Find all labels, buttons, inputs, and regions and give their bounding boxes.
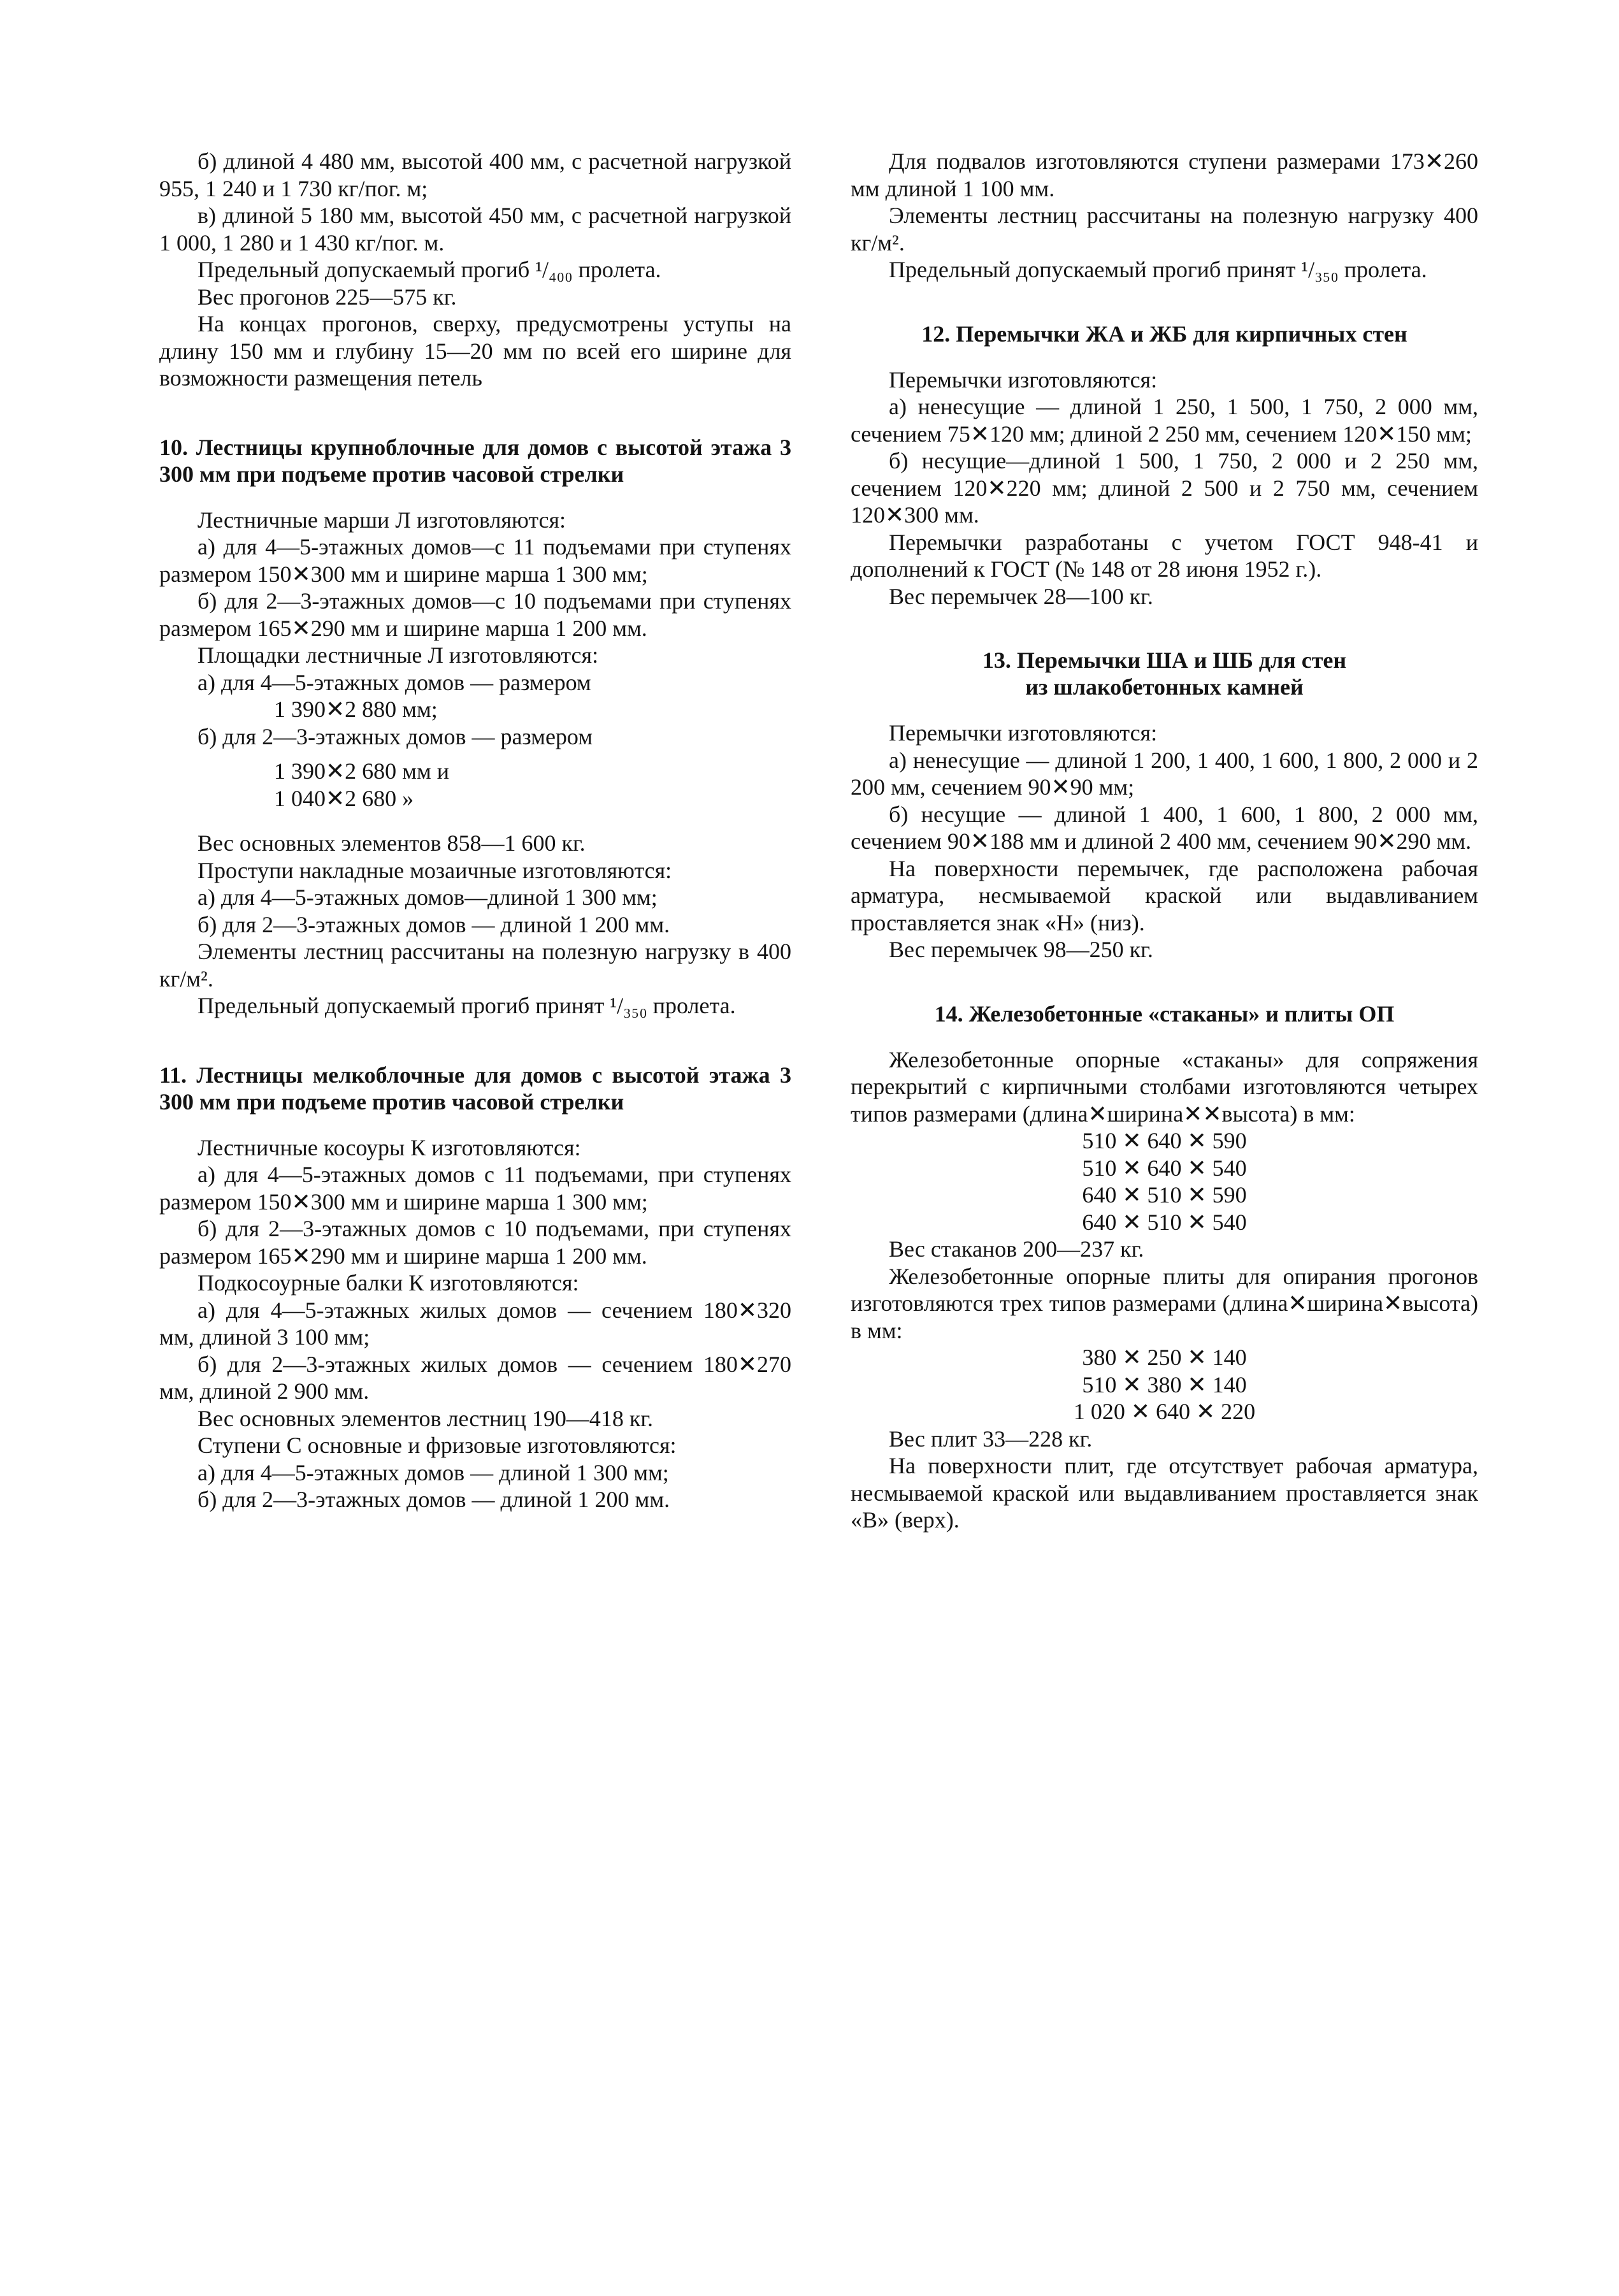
section-11-p6: б) для 2—3-этажных жилых домов — сечением 180✕270 мм, длиной 2 900 мм.: [159, 1351, 791, 1404]
left-intro-weight: Вес прогонов 225—575 кг.: [198, 284, 457, 310]
section-10-p9: а) для 4—5-этажных домов—длиной 1 300 мм;: [198, 884, 658, 910]
section-12-p2: а) ненесущие — длиной 1 250, 1 500, 1 750, 2 000 мм, сечением 75✕120 мм; длиной 2 250 мм, сечением 120✕150 мм;: [851, 394, 1478, 447]
section-11-p1: Лестничные косоуры К изготовляются:: [198, 1134, 581, 1160]
right-intro-basement: Для подвалов изготовляются ступени размерами 173✕260 мм длиной 1 100 мм.: [851, 148, 1478, 201]
section-11-p2: а) для 4—5-этажных домов с 11 подъемами, при ступенях размером 150✕300 мм и ширине марша 1 300 мм;: [159, 1162, 791, 1215]
left-intro-v: в) длиной 5 180 мм, высотой 450 мм, с расчетной нагрузкой 1 000, 1 280 и 1 430 кг/пог. м.: [159, 203, 791, 256]
section-10-p5b: 1 390✕2 880 мм;: [274, 697, 438, 722]
section-10-p6a: б) для 2—3-этажных домов — размером: [198, 723, 593, 749]
section-11-heading: 11. Лестницы мелкоблочные для домов с высотой этажа 3 300 мм при подъеме против часовой стрелки: [159, 1062, 791, 1115]
section-14-p4: Вес плит 33—228 кг.: [889, 1426, 1093, 1452]
stakany-dimension-1: 510 ✕ 640 ✕ 590: [1082, 1128, 1247, 1153]
section-11-p9: а) для 4—5-этажных домов — длиной 1 300 мм;: [198, 1459, 669, 1485]
section-10-p5a: а) для 4—5-этажных домов — размером: [198, 669, 591, 695]
section-10-p6b: 1 390✕2 680 мм и: [274, 758, 449, 784]
left-intro-deflection: Предельный допускаемый прогиб ¹/₄₀₀ пролета.: [198, 257, 661, 282]
section-10-p8: Проступи накладные мозаичные изготовляются:: [198, 857, 672, 883]
section-12-heading: 12. Перемычки ЖА и ЖБ для кирпичных стен: [921, 321, 1407, 347]
section-14-p5: На поверхности плит, где отсутствует рабочая арматура, несмываемой краской или выдавливанием проставляется знак «В» (верх).: [851, 1453, 1478, 1533]
section-12-p4: Перемычки разработаны с учетом ГОСТ 948-41 и дополнений к ГОСТ (№ 148 от 28 июня 1952 г.).: [851, 529, 1478, 582]
section-10-p12: Предельный допускаемый прогиб принят ¹/₃₅₀ пролета.: [198, 993, 736, 1018]
section-13-p1: Перемычки изготовляются:: [889, 720, 1158, 746]
section-13-heading-line1: 13. Перемычки ША и ШБ для стен: [982, 647, 1347, 673]
section-14-p3: Железобетонные опорные плиты для опирания прогонов изготовляются трех типов размерами (длина✕ширина✕высота) в мм:: [851, 1263, 1478, 1343]
section-13-p5: Вес перемычек 98—250 кг.: [889, 937, 1153, 962]
section-10-p11: Элементы лестниц рассчитаны на полезную нагрузку в 400 кг/м².: [159, 939, 791, 992]
right-intro-deflection: Предельный допускаемый прогиб принят ¹/₃₅₀ пролета.: [889, 257, 1427, 282]
section-14-heading: 14. Железобетонные «стаканы» и плиты ОП: [934, 1000, 1395, 1027]
right-intro-load: Элементы лестниц рассчитаны на полезную нагрузку 400 кг/м².: [851, 203, 1478, 256]
section-10-heading: 10. Лестницы крупноблочные для домов с высотой этажа 3 300 мм при подъеме против часовой стрелки: [159, 434, 791, 487]
section-11-p8: Ступени С основные и фризовые изготовляются:: [198, 1433, 677, 1458]
section-11-p10: б) для 2—3-этажных домов — длиной 1 200 мм.: [198, 1487, 670, 1512]
section-13-heading-line2: из шлакобетонных камней: [1025, 674, 1304, 700]
right-column: [851, 148, 1478, 1534]
section-12-p3: б) несущие—длиной 1 500, 1 750, 2 000 и 2 250 мм, сечением 120✕220 мм; длиной 2 500 и 2 750 мм, сечением 120✕300 мм.: [851, 448, 1478, 528]
section-11-p7: Вес основных элементов лестниц 190—418 кг.: [198, 1405, 654, 1431]
section-13-p3: б) несущие — длиной 1 400, 1 600, 1 800, 2 000 мм, сечением 90✕188 мм и длиной 2 400 мм, сечением 90✕290 мм.: [851, 801, 1478, 854]
stakany-dimensions-list: [851, 1127, 1478, 1236]
left-intro-b: б) длиной 4 480 мм, высотой 400 мм, с расчетной нагрузкой 955, 1 240 и 1 730 кг/пог. м;: [159, 148, 791, 201]
section-10-p3: б) для 2—3-этажных домов—с 10 подъемами при ступенях размером 165✕290 мм и ширине марша 1 200 мм.: [159, 588, 791, 641]
plates-dimensions-list: [851, 1344, 1478, 1426]
section-10-p6c: 1 040✕2 680 »: [274, 785, 414, 811]
plate-dimension-1: 380 ✕ 250 ✕ 140: [1082, 1345, 1247, 1370]
section-10-p7: Вес основных элементов 858—1 600 кг.: [198, 830, 586, 856]
section-14-p1: Железобетонные опорные «стаканы» для сопряжения перекрытий с кирпичными столбами изготовляются четырех типов размерами (длина✕ширина✕✕высота) в мм:: [851, 1046, 1478, 1127]
plate-dimension-2: 510 ✕ 380 ✕ 140: [1082, 1371, 1247, 1397]
section-13-p2: а) ненесущие — длиной 1 200, 1 400, 1 600, 1 800, 2 000 и 2 200 мм, сечением 90✕90 мм;: [851, 747, 1478, 800]
left-intro-ends: На концах прогонов, сверху, предусмотрены уступы на длину 150 мм и глубину 15—20 мм по всей его ширине для возможности размещения петель: [159, 311, 791, 391]
section-10-p2: а) для 4—5-этажных домов—с 11 подъемами при ступенях размером 150✕300 мм и ширине марша 1 300 мм;: [159, 534, 791, 587]
left-column: [159, 148, 791, 1513]
stakany-dimension-4: 640 ✕ 510 ✕ 540: [1082, 1209, 1247, 1235]
section-13-p4: На поверхности перемычек, где расположена рабочая арматура, несмываемой краской или выдавливанием проставляется знак «Н» (низ).: [851, 855, 1478, 935]
stakany-dimension-2: 510 ✕ 640 ✕ 540: [1082, 1155, 1247, 1181]
section-10-p4: Площадки лестничные Л изготовляются:: [198, 642, 599, 668]
section-11-p4: Подкосоурные балки К изготовляются:: [198, 1270, 579, 1296]
section-12-p5: Вес перемычек 28—100 кг.: [889, 583, 1153, 609]
plate-dimension-3: 1 020 ✕ 640 ✕ 220: [1073, 1399, 1256, 1424]
section-10-p10: б) для 2—3-этажных домов — длиной 1 200 мм.: [198, 911, 670, 937]
section-11-p5: а) для 4—5-этажных жилых домов — сечением 180✕320 мм, длиной 3 100 мм;: [159, 1297, 791, 1350]
stakany-dimension-3: 640 ✕ 510 ✕ 590: [1082, 1182, 1247, 1208]
section-11-p3: б) для 2—3-этажных домов с 10 подъемами, при ступенях размером 165✕290 мм и ширине марша 1 200 мм.: [159, 1216, 791, 1269]
section-12-p1: Перемычки изготовляются:: [889, 366, 1158, 393]
section-10-p1: Лестничные марши Л изготовляются:: [198, 507, 566, 533]
section-14-p2: Вес стаканов 200—237 кг.: [889, 1236, 1144, 1262]
